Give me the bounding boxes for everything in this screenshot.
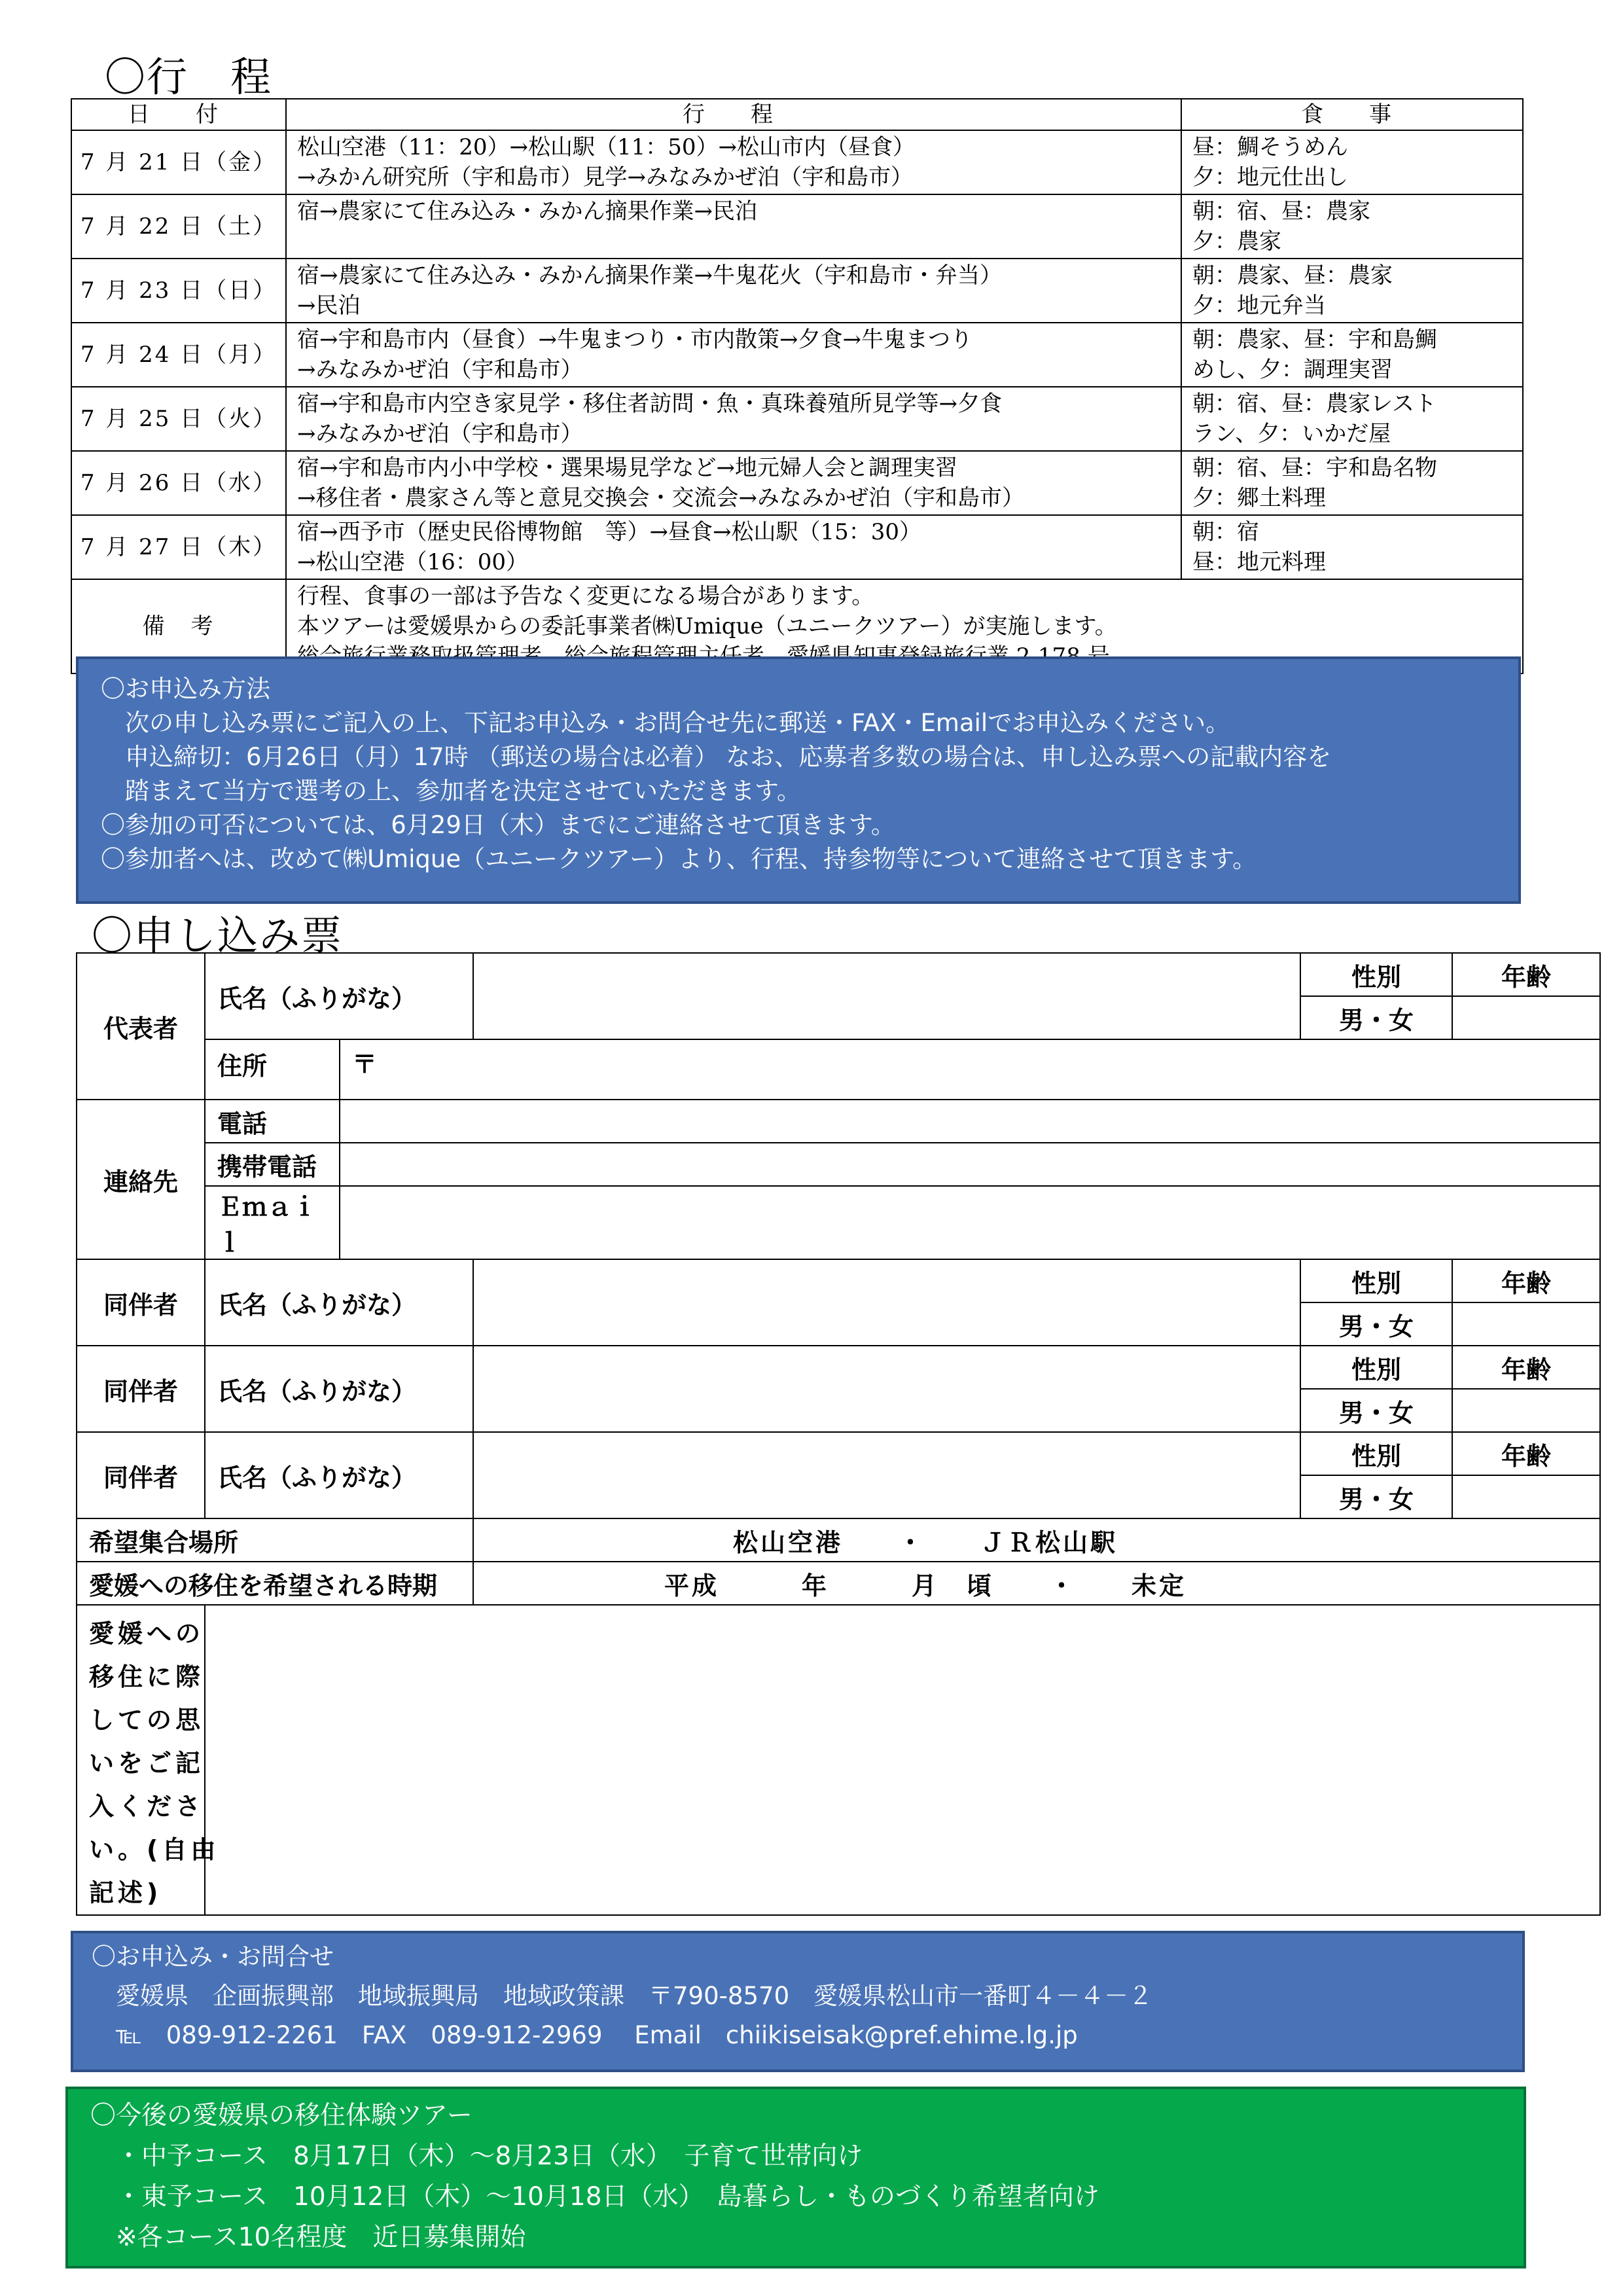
companion-3-age-field[interactable] xyxy=(1452,1475,1600,1518)
companion-1-gender-field[interactable]: 男・女 xyxy=(1300,1302,1452,1346)
row-date: 7 月 26 日（水） xyxy=(71,451,286,515)
itinerary-row xyxy=(71,451,1523,515)
gender-label: 性別 xyxy=(1300,953,1452,996)
itinerary-row xyxy=(71,387,1523,451)
email-label: Ｅｍａｉｌ xyxy=(205,1186,340,1259)
companion-1-age-field[interactable] xyxy=(1452,1302,1600,1346)
thoughts-label-line: しての思 xyxy=(89,1706,205,1734)
row-date: 7 月 25 日（火） xyxy=(71,387,286,451)
gender-label: 性別 xyxy=(1300,1432,1452,1475)
plan-line: 宿→西予市（歴史民俗博物館 等）→昼食→松山駅（15：30） xyxy=(297,519,921,545)
remarks-line: 本ツアーは愛媛県からの委託事業者㈱Umique（ユニークツアー）が実施します。 xyxy=(297,613,1117,639)
thoughts-label-line: 移住に際 xyxy=(89,1662,205,1691)
contact-label: 連絡先 xyxy=(77,1100,205,1259)
companion-2-name-field[interactable] xyxy=(473,1346,1300,1432)
itinerary-row xyxy=(71,130,1523,194)
contact-address: 愛媛県 企画振興部 地域振興局 地域政策課 〒790-8570 愛媛県松山市一番町４－４－２ xyxy=(92,1982,1153,2010)
header-meals: 食 事 xyxy=(1181,99,1523,130)
gender-label: 性別 xyxy=(1300,1346,1452,1389)
meal-line: 朝：宿 xyxy=(1192,519,1259,545)
plan-line: 宿→宇和島市内空き家見学・移住者訪問・魚・真珠養殖所見学等→夕食 xyxy=(297,391,1002,417)
name-label: 氏名（ふりがな） xyxy=(205,953,473,1039)
future-tour-item: ・東予コース 10月12日（木）～10月18日（水） 島暮らし・ものづくり希望者向け xyxy=(90,2182,1100,2212)
thoughts-label-line: 入くださ xyxy=(89,1792,205,1821)
plan-line: →みなみかぜ泊（宇和島市） xyxy=(297,421,583,447)
header-date: 日 付 xyxy=(71,99,286,130)
itinerary-row xyxy=(71,323,1523,387)
row-date: 7 月 21 日（金） xyxy=(71,130,286,194)
row-plan xyxy=(286,515,1181,579)
row-plan xyxy=(286,130,1181,194)
row-meals xyxy=(1181,130,1523,194)
row-meals xyxy=(1181,259,1523,323)
meal-line: 夕：地元弁当 xyxy=(1192,293,1326,319)
phone-field[interactable] xyxy=(340,1100,1600,1143)
thoughts-label-line: いをご記 xyxy=(89,1749,205,1778)
mobile-label: 携帯電話 xyxy=(205,1143,340,1186)
name-label: 氏名（ふりがな） xyxy=(205,1432,473,1518)
row-plan xyxy=(286,451,1181,515)
postal-mark: 〒 xyxy=(352,1050,378,1079)
itinerary-row xyxy=(71,259,1523,323)
future-tours-title: 〇今後の愛媛県の移住体験ツアー xyxy=(90,2101,473,2130)
age-label: 年齢 xyxy=(1452,953,1600,996)
representative-label: 代表者 xyxy=(77,953,205,1100)
row-meals xyxy=(1181,387,1523,451)
application-method-line: 次の申し込み票にご記入の上、下記お申込み・お問合せ先に郵送・FAX・Emailでお申込みください。 xyxy=(101,709,1230,737)
thoughts-label-line: 記述) xyxy=(89,1878,162,1907)
application-method-line: 〇参加者へは、改めて㈱Umique（ユニークツアー）より、行程、持参物等について連絡させて頂きます。 xyxy=(101,845,1257,873)
meal-line: 夕：地元仕出し xyxy=(1192,164,1348,190)
companion-label: 同伴者 xyxy=(77,1346,205,1432)
thoughts-field[interactable] xyxy=(205,1605,1600,1915)
meeting-place-options[interactable]: 松山空港 ・ ＪＲ松山駅 xyxy=(473,1518,1600,1562)
mobile-field[interactable] xyxy=(340,1143,1600,1186)
application-method-line: 申込締切：6月26日（月）17時 （郵送の場合は必着） なお、応募者多数の場合は、申し込み票への記載内容を xyxy=(101,743,1332,771)
itinerary-header-row xyxy=(71,99,1523,130)
row-plan xyxy=(286,194,1181,259)
companion-3-gender-field[interactable]: 男・女 xyxy=(1300,1475,1452,1518)
meal-line: 夕：農家 xyxy=(1192,228,1281,255)
row-meals xyxy=(1181,323,1523,387)
plan-line: 松山空港（11：20）→松山駅（11：50）→松山市内（昼食） xyxy=(297,134,916,160)
thoughts-label xyxy=(77,1605,220,1915)
meal-line: 朝：宿、昼：農家レスト xyxy=(1192,391,1436,417)
address-label: 住所 xyxy=(205,1039,340,1100)
itinerary-table xyxy=(71,98,1524,674)
meal-line: 朝：宿、昼：農家 xyxy=(1192,198,1370,224)
representative-age-field[interactable] xyxy=(1452,996,1600,1039)
header-plan: 行 程 xyxy=(286,99,1181,130)
meal-line: 朝：農家、昼：宇和島鯛 xyxy=(1192,327,1437,353)
plan-line: →移住者・農家さん等と意見交換会・交流会→みなみかぜ泊（宇和島市） xyxy=(297,485,1024,511)
row-meals xyxy=(1181,515,1523,579)
application-form xyxy=(76,952,1601,1916)
companion-2-gender-field[interactable]: 男・女 xyxy=(1300,1389,1452,1432)
representative-gender-field[interactable]: 男・女 xyxy=(1300,996,1452,1039)
meal-line: ラン、夕：いかだ屋 xyxy=(1192,421,1391,447)
contact-phone-email: ℡ 089-912-2261 FAX 089-912-2969 Email chiikiseisak@pref.ehime.lg.jp xyxy=(92,2021,1078,2049)
contact-box xyxy=(71,1931,1525,2072)
address-field[interactable] xyxy=(340,1039,1600,1100)
future-tours-box xyxy=(65,2087,1526,2269)
age-label: 年齢 xyxy=(1452,1346,1600,1389)
companion-1-name-field[interactable] xyxy=(473,1259,1300,1346)
future-tours-note: ※各コース10名程度 近日募集開始 xyxy=(90,2223,526,2252)
age-label: 年齢 xyxy=(1452,1259,1600,1302)
future-tour-item: ・中予コース 8月17日（木）～8月23日（水） 子育て世帯向け xyxy=(90,2142,863,2171)
companion-label: 同伴者 xyxy=(77,1259,205,1346)
row-plan xyxy=(286,259,1181,323)
meal-line: 昼：鯛そうめん xyxy=(1192,134,1348,160)
companion-3-name-field[interactable] xyxy=(473,1432,1300,1518)
companion-2-age-field[interactable] xyxy=(1452,1389,1600,1432)
meal-line: 昼：地元料理 xyxy=(1192,549,1326,575)
plan-line: 宿→宇和島市内小中学校・選果場見学など→地元婦人会と調理実習 xyxy=(297,455,957,481)
row-date: 7 月 22 日（土） xyxy=(71,194,286,259)
remarks-label: 備 考 xyxy=(71,579,286,673)
row-meals xyxy=(1181,194,1523,259)
plan-line: →みなみかぜ泊（宇和島市） xyxy=(297,357,583,383)
representative-name-field[interactable] xyxy=(473,953,1300,1039)
plan-line: →民泊 xyxy=(297,293,361,319)
meal-line: 朝：農家、昼：農家 xyxy=(1192,262,1393,289)
row-meals xyxy=(1181,451,1523,515)
row-date: 7 月 23 日（日） xyxy=(71,259,286,323)
application-method-box xyxy=(76,656,1521,904)
row-plan xyxy=(286,323,1181,387)
plan-line: 宿→宇和島市内（昼食）→牛鬼まつり・市内散策→夕食→牛鬼まつり xyxy=(297,327,972,353)
meal-line: 朝：宿、昼：宇和島名物 xyxy=(1192,455,1437,481)
plan-line xyxy=(297,226,1181,257)
move-period-options[interactable]: 平成 年 月 頃 ・ 未定 xyxy=(473,1562,1600,1605)
plan-line: 宿→農家にて住み込み・みかん摘果作業→民泊 xyxy=(297,198,757,224)
email-field[interactable] xyxy=(340,1186,1600,1259)
remarks-line: 行程、食事の一部は予告なく変更になる場合があります。 xyxy=(297,583,874,609)
itinerary-heading: 〇行 程 xyxy=(105,53,273,101)
itinerary-row xyxy=(71,515,1523,579)
gender-label: 性別 xyxy=(1300,1259,1452,1302)
age-label: 年齢 xyxy=(1452,1432,1600,1475)
row-date: 7 月 24 日（月） xyxy=(71,323,286,387)
name-label: 氏名（ふりがな） xyxy=(205,1259,473,1346)
move-period-label: 愛媛への移住を希望される時期 xyxy=(77,1562,473,1605)
phone-label: 電話 xyxy=(205,1100,340,1143)
meeting-place-label: 希望集合場所 xyxy=(77,1518,473,1562)
row-date: 7 月 27 日（木） xyxy=(71,515,286,579)
companion-label: 同伴者 xyxy=(77,1432,205,1518)
thoughts-label-line: い。(自由 xyxy=(89,1835,220,1864)
meal-line: 夕：郷土料理 xyxy=(1192,485,1326,511)
plan-line: 宿→農家にて住み込み・みかん摘果作業→牛鬼花火（宇和島市・弁当） xyxy=(297,262,1002,289)
thoughts-label-line: 愛媛への xyxy=(89,1619,205,1648)
plan-line: →みかん研究所（宇和島市）見学→みなみかぜ泊（宇和島市） xyxy=(297,164,913,190)
contact-title: 〇お申込み・お問合せ xyxy=(92,1943,334,1971)
application-method-title: 〇お申込み方法 xyxy=(101,675,270,703)
meal-line: めし、夕：調理実習 xyxy=(1192,357,1393,383)
name-label: 氏名（ふりがな） xyxy=(205,1346,473,1432)
application-method-line: 〇参加の可否については、6月29日（木）までにご連絡させて頂きます。 xyxy=(101,811,895,839)
plan-line: →松山空港（16：00） xyxy=(297,549,529,575)
row-plan xyxy=(286,387,1181,451)
form-heading: 〇申し込み票 xyxy=(92,912,344,960)
application-method-line: 踏まえて当方で選考の上、参加者を決定させていただきます。 xyxy=(101,777,802,805)
itinerary-row xyxy=(71,194,1523,259)
